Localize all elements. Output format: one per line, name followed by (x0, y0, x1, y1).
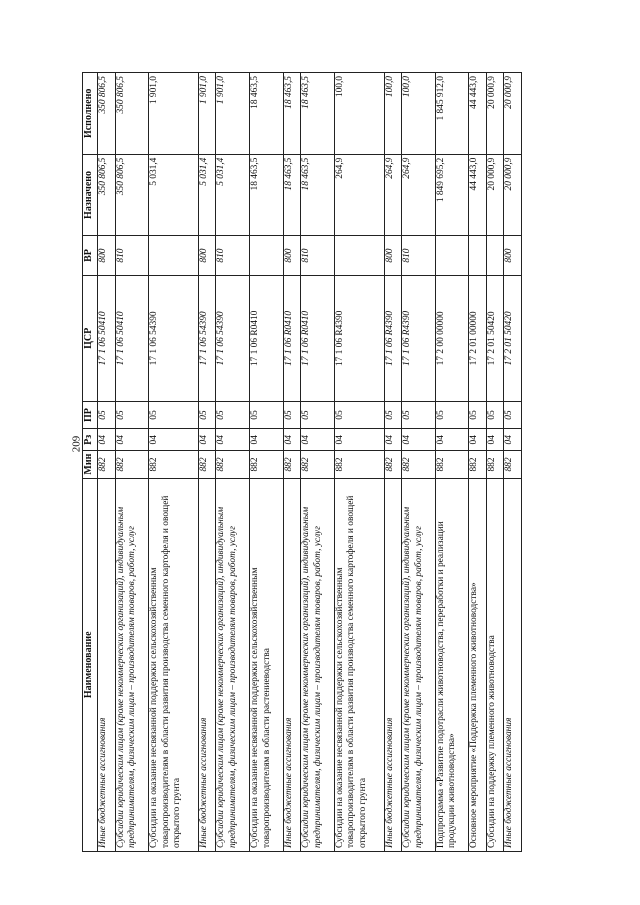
min-cell: 882 (98, 451, 116, 478)
table-row (435, 73, 469, 852)
csr-cell: 17 1 06 54390 (198, 275, 216, 401)
csr-cell: 17 2 00 00000 (435, 275, 469, 401)
executed-cell: 100,0 (334, 73, 384, 155)
rz-cell: 04 (216, 429, 250, 451)
table-row (334, 73, 384, 852)
min-cell: 882 (149, 451, 199, 478)
vr-cell: 800 (98, 236, 116, 276)
table-row (384, 73, 402, 852)
csr-cell: 17 1 06 R4390 (334, 275, 384, 401)
rz-cell: 04 (384, 429, 402, 451)
header-name: Наименование (83, 478, 98, 851)
executed-cell: 18 463,5 (283, 73, 301, 155)
min-cell: 882 (334, 451, 384, 478)
header-csr: ЦСР (83, 275, 98, 401)
rz-cell: 04 (283, 429, 301, 451)
csr-cell: 17 2 01 00000 (469, 275, 487, 401)
table-row (250, 73, 284, 852)
assigned-cell: 5 031,4 (198, 154, 216, 236)
vr-cell (334, 236, 384, 276)
executed-cell: 350 806,5 (98, 73, 116, 155)
assigned-cell: 350 806,5 (115, 154, 149, 236)
vr-cell (469, 236, 487, 276)
budget-table (82, 72, 522, 852)
pr-cell: 05 (198, 401, 216, 428)
min-cell: 882 (283, 451, 301, 478)
name-cell: Иные бюджетные ассигнования (198, 478, 216, 851)
pr-cell: 05 (283, 401, 301, 428)
name-cell: Субсидии юридическим лицам (кроме некоммерческих организаций), индивидуальным предпринимателям, физическим лицам – производителям товаров, работ, услуг (402, 478, 436, 851)
executed-cell: 1 845 912,0 (435, 73, 469, 155)
assigned-cell: 264,9 (384, 154, 402, 236)
csr-cell: 17 2 01 50420 (486, 275, 504, 401)
pr-cell: 05 (402, 401, 436, 428)
assigned-cell: 20 000,9 (504, 154, 522, 236)
name-cell: Субсидии на поддержку племенного животноводства (486, 478, 504, 851)
min-cell: 882 (250, 451, 284, 478)
vr-cell: 800 (198, 236, 216, 276)
pr-cell: 05 (504, 401, 522, 428)
min-cell: 882 (384, 451, 402, 478)
name-cell: Субсидии юридическим лицам (кроме некоммерческих организаций), индивидуальным предпринимателям, физическим лицам – производителям товаров, работ, услуг (216, 478, 250, 851)
vr-cell (250, 236, 284, 276)
name-cell: Субсидии на оказание несвязанной поддержки сельскохозяйственным товаропроизводителям в области развития производства семенного картофеля и овощей открытого грунта (149, 478, 199, 851)
header-vr: ВР (83, 236, 98, 276)
min-cell: 882 (198, 451, 216, 478)
table-row (149, 73, 199, 852)
rz-cell: 04 (301, 429, 335, 451)
name-cell: Субсидии на оказание несвязанной поддержки сельскохозяйственным товаропроизводителям в области развития производства семенного картофеля и овощей открытого грунта (334, 478, 384, 851)
executed-cell: 100,0 (402, 73, 436, 155)
assigned-cell: 5 031,4 (216, 154, 250, 236)
page-number: 209 (70, 435, 83, 453)
rz-cell: 04 (435, 429, 469, 451)
assigned-cell: 264,9 (402, 154, 436, 236)
pr-cell: 05 (435, 401, 469, 428)
table-row (216, 73, 250, 852)
rz-cell: 04 (334, 429, 384, 451)
pr-cell: 05 (469, 401, 487, 428)
name-cell: Иные бюджетные ассигнования (98, 478, 116, 851)
vr-cell: 800 (283, 236, 301, 276)
vr-cell: 800 (384, 236, 402, 276)
pr-cell: 05 (384, 401, 402, 428)
assigned-cell: 264,9 (334, 154, 384, 236)
min-cell: 882 (301, 451, 335, 478)
executed-cell: 18 463,5 (301, 73, 335, 155)
table-row (283, 73, 301, 852)
csr-cell: 17 1 06 54390 (149, 275, 199, 401)
min-cell: 882 (504, 451, 522, 478)
table-row (98, 73, 116, 852)
name-cell: Иные бюджетные ассигнования (504, 478, 522, 851)
vr-cell (486, 236, 504, 276)
header-assigned: Назначено (83, 154, 98, 236)
header-pr: ПР (83, 401, 98, 428)
executed-cell: 1 901,0 (198, 73, 216, 155)
pr-cell: 05 (486, 401, 504, 428)
rz-cell: 04 (504, 429, 522, 451)
executed-cell: 20 000,9 (486, 73, 504, 155)
vr-cell: 810 (402, 236, 436, 276)
rz-cell: 04 (469, 429, 487, 451)
rotated-table-container (82, 72, 522, 852)
name-cell: Иные бюджетные ассигнования (283, 478, 301, 851)
name-cell: Субсидии на оказание несвязанной поддержки сельскохозяйственным товаропроизводителям в области растениеводства (250, 478, 284, 851)
executed-cell: 1 901,0 (216, 73, 250, 155)
min-cell: 882 (435, 451, 469, 478)
name-cell: Субсидии юридическим лицам (кроме некоммерческих организаций), индивидуальным предпринимателям, физическим лицам – производителям товаров, работ, услуг (301, 478, 335, 851)
table-row (301, 73, 335, 852)
vr-cell: 810 (115, 236, 149, 276)
rz-cell: 04 (402, 429, 436, 451)
rz-cell: 04 (149, 429, 199, 451)
assigned-cell: 18 463,5 (301, 154, 335, 236)
header-executed: Исполнено (83, 73, 98, 155)
assigned-cell: 1 849 695,2 (435, 154, 469, 236)
pr-cell: 05 (149, 401, 199, 428)
executed-cell: 18 463,5 (250, 73, 284, 155)
rz-cell: 04 (486, 429, 504, 451)
table-row (115, 73, 149, 852)
assigned-cell: 18 463,5 (283, 154, 301, 236)
table-row (469, 73, 487, 852)
executed-cell: 1 901,0 (149, 73, 199, 155)
csr-cell: 17 1 06 50410 (115, 275, 149, 401)
name-cell: Субсидии юридическим лицам (кроме некоммерческих организаций), индивидуальным предпринимателям, физическим лицам – производителям товаров, работ, услуг (115, 478, 149, 851)
min-cell: 882 (115, 451, 149, 478)
csr-cell: 17 2 01 50420 (504, 275, 522, 401)
csr-cell: 17 1 06 50410 (98, 275, 116, 401)
table-row (486, 73, 504, 852)
rz-cell: 04 (98, 429, 116, 451)
csr-cell: 17 1 06 R0410 (301, 275, 335, 401)
executed-cell: 20 000,9 (504, 73, 522, 155)
vr-cell: 800 (504, 236, 522, 276)
header-rz: Рз (83, 429, 98, 451)
assigned-cell: 5 031,4 (149, 154, 199, 236)
rz-cell: 04 (250, 429, 284, 451)
assigned-cell: 350 806,5 (98, 154, 116, 236)
rz-cell: 04 (198, 429, 216, 451)
executed-cell: 100,0 (384, 73, 402, 155)
pr-cell: 05 (115, 401, 149, 428)
name-cell: Иные бюджетные ассигнования (384, 478, 402, 851)
table-row (198, 73, 216, 852)
name-cell: Основное мероприятие «Поддержка племенного животноводства» (469, 478, 487, 851)
table-row (402, 73, 436, 852)
min-cell: 882 (486, 451, 504, 478)
csr-cell: 17 1 06 R4390 (384, 275, 402, 401)
vr-cell (435, 236, 469, 276)
assigned-cell: 18 463,5 (250, 154, 284, 236)
pr-cell: 05 (216, 401, 250, 428)
min-cell: 882 (469, 451, 487, 478)
csr-cell: 17 1 06 R0410 (283, 275, 301, 401)
name-cell: Подпрограмма «Развитие подотрасли животноводства, переработки и реализации продукции животноводства» (435, 478, 469, 851)
table-row (504, 73, 522, 852)
min-cell: 882 (216, 451, 250, 478)
executed-cell: 44 443,0 (469, 73, 487, 155)
pr-cell: 05 (250, 401, 284, 428)
header-row (83, 73, 98, 852)
min-cell: 882 (402, 451, 436, 478)
executed-cell: 350 806,5 (115, 73, 149, 155)
pr-cell: 05 (334, 401, 384, 428)
csr-cell: 17 1 06 R4390 (402, 275, 436, 401)
pr-cell: 05 (301, 401, 335, 428)
assigned-cell: 20 000,9 (486, 154, 504, 236)
pr-cell: 05 (98, 401, 116, 428)
csr-cell: 17 1 06 R0410 (250, 275, 284, 401)
vr-cell (149, 236, 199, 276)
assigned-cell: 44 443,0 (469, 154, 487, 236)
header-min: Мин (83, 451, 98, 478)
vr-cell: 810 (216, 236, 250, 276)
csr-cell: 17 1 06 54390 (216, 275, 250, 401)
rz-cell: 04 (115, 429, 149, 451)
vr-cell: 810 (301, 236, 335, 276)
